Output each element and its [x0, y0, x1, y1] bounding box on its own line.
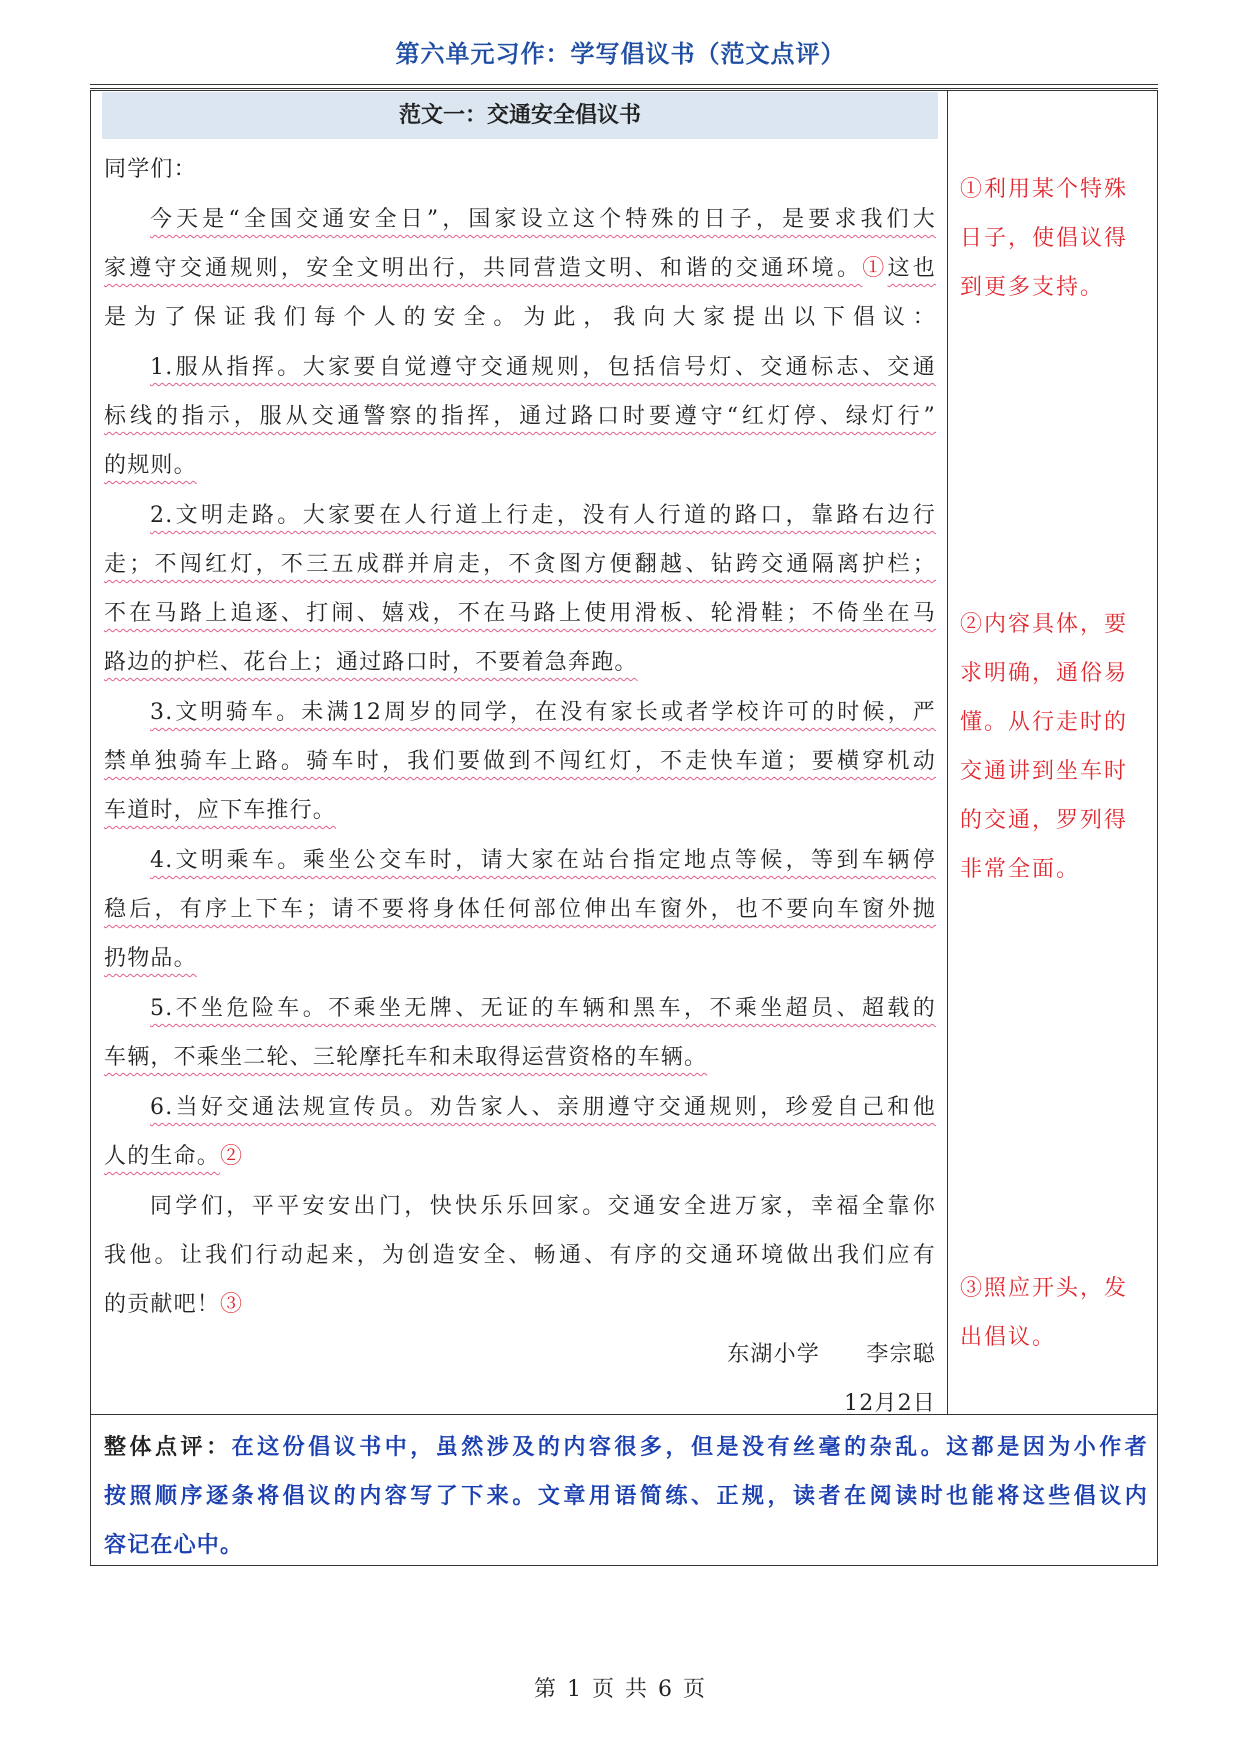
column-divider [947, 90, 948, 1414]
closing-line: 同学们，平平安安出门，快快乐乐回家。交通安全进万家，幸福全靠你 [150, 1194, 936, 1219]
title-rule-double [90, 88, 1158, 89]
item-line: 3.文明骑车。未满12周岁的同学，在没有家长或者学校许可的时候，严 [150, 700, 936, 725]
proposal-item-5 [104, 984, 936, 1082]
intro-line: 今天是“全国交通安全日”，国家设立这个特殊的日子，是要求我们大 [150, 207, 936, 232]
intro-paragraph [104, 195, 936, 342]
summary-line: 按照顺序逐条将倡议的内容写了下来。文章用语简练、正规，读者在阅读时也能将这些倡议内 [104, 1483, 1148, 1509]
comment-1: ①利用某个特殊 日子，使倡议得 到更多支持。 [960, 177, 1129, 300]
closing-line: 的贡献吧！③ [104, 1292, 244, 1317]
intro-line: 是为了保证我们每个人的安全。为此，我向大家提出以下倡议： [104, 305, 936, 330]
item-line: 标线的指示，服从交通警察的指挥，通过路口时要遵守“红灯停、绿灯行” [104, 404, 936, 429]
date: 12月2日 [844, 1391, 936, 1416]
essay-body [104, 145, 936, 1428]
item-line: 2.文明走路。大家要在人行道上行走，没有人行道的路口，靠路右边行 [150, 503, 936, 528]
item-line: 6.当好交通法规宣传员。劝告家人、亲朋遵守交通规则，珍爱自己和他 [150, 1095, 936, 1120]
summary-line: 容记在心中。 [104, 1532, 244, 1558]
essay-heading: 范文一：交通安全倡议书 [102, 92, 938, 139]
salutation: 同学们： [104, 157, 197, 182]
item-line: 4.文明乘车。乘坐公交车时，请大家在站台指定地点等候，等到车辆停 [150, 848, 936, 873]
title-rule [90, 84, 1158, 85]
page-title: 第六单元习作：学写倡议书（范文点评） [395, 40, 846, 68]
proposal-item-4 [104, 836, 936, 983]
item-line: 扔物品。 [104, 946, 197, 971]
annotation-marker-2: ② [220, 1144, 244, 1169]
page-footer: 第 1 页 共 6 页 [534, 1677, 707, 1702]
item-line: 不在马路上追逐、打闹、嬉戏，不在马路上使用滑板、轮滑鞋；不倚坐在马 [104, 601, 936, 626]
item-line: 禁单独骑车上路。骑车时，我们要做到不闯红灯，不走快车道；要横穿机动 [104, 749, 936, 774]
item-line: 人的生命。② [104, 1144, 244, 1169]
item-line: 路边的护栏、花台上；通过路口时，不要着急奔跑。 [104, 650, 638, 675]
proposal-item-2 [104, 491, 936, 687]
summary-label: 整体点评： [104, 1435, 232, 1460]
item-line: 车道时，应下车推行。 [104, 798, 337, 823]
annotation-marker-3: ③ [220, 1292, 244, 1317]
item-line: 的规则。 [104, 453, 197, 478]
closing-paragraph [104, 1182, 936, 1329]
proposal-item-1 [104, 343, 936, 490]
comment-2: ②内容具体，要 求明确，通俗易 懂。从行走时的 交通讲到坐车时 的交通，罗列得 非常全面。 [960, 612, 1129, 882]
item-line: 车辆，不乘坐二轮、三轮摩托车和未取得运营资格的车辆。 [104, 1045, 708, 1070]
summary-line: 整体点评：在这份倡议书中，虽然涉及的内容很多，但是没有丝毫的杂乱。这都是因为小作者 [104, 1434, 1148, 1460]
item-line: 走；不闯红灯，不三五成群并肩走，不贪图方便翻越、钻跨交通隔离护栏； [104, 552, 936, 577]
item-line: 稳后，有序上下车；请不要将身体任何部位伸出车窗外，也不要向车窗外抛 [104, 897, 936, 922]
item-line: 5.不坐危险车。不乘坐无牌、无证的车辆和黑车，不乘坐超员、超载的 [150, 996, 936, 1021]
signature: 东湖小学 李宗聪 [727, 1342, 936, 1367]
closing-line: 我他。让我们行动起来，为创造安全、畅通、有序的交通环境做出我们应有 [104, 1243, 936, 1268]
comment-3: ③照应开头，发 出倡议。 [960, 1276, 1129, 1350]
proposal-item-3 [104, 688, 936, 835]
annotation-marker-1: ① [862, 256, 888, 281]
overall-comment [104, 1423, 1148, 1570]
intro-line: 家遵守交通规则，安全文明出行，共同营造文明、和谐的交通环境。①这也 [104, 256, 936, 281]
item-line: 1.服从指挥。大家要自觉遵守交通规则，包括信号灯、交通标志、交通 [150, 355, 936, 380]
proposal-item-6 [104, 1083, 936, 1181]
